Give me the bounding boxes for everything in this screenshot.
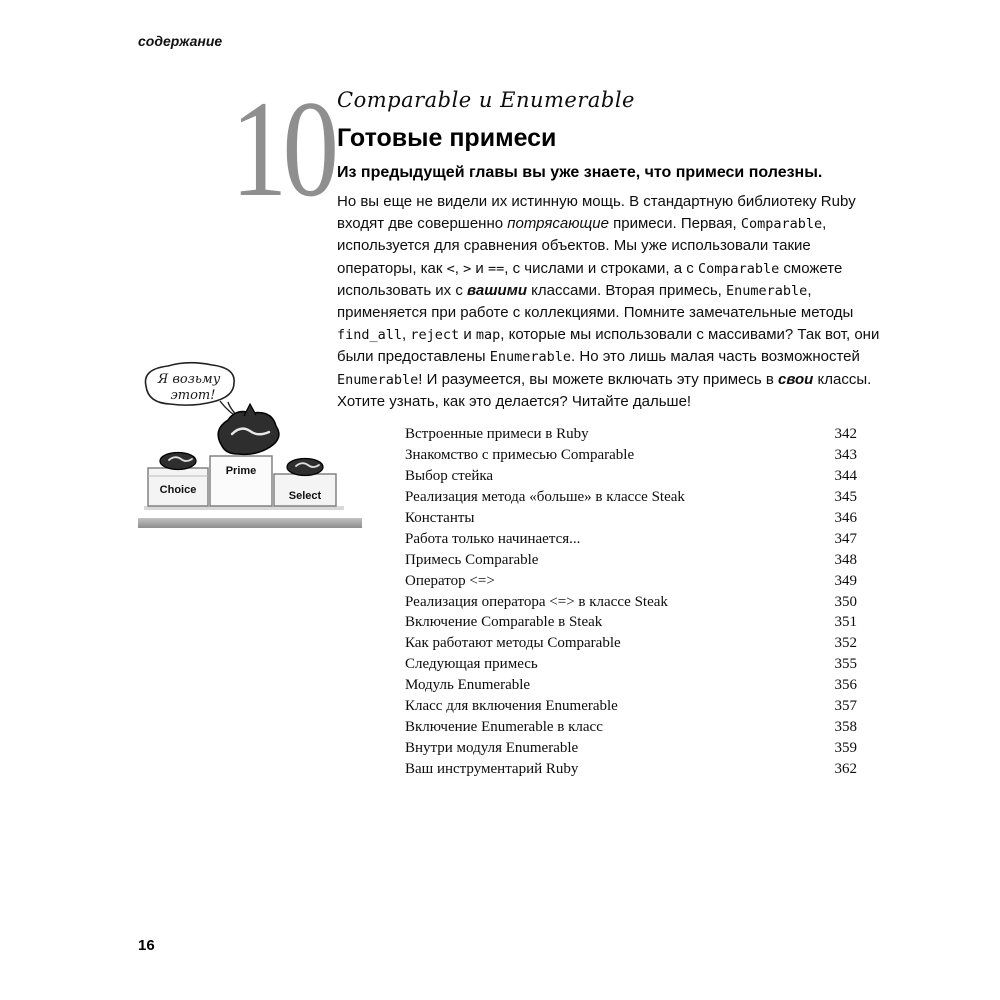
toc-entry xyxy=(405,677,857,698)
toc-entry xyxy=(405,635,857,656)
podium-label-prime: Prime xyxy=(225,465,257,477)
toc-entry-title: Внутри модуля Enumerable xyxy=(405,740,579,757)
running-header: содержание xyxy=(138,33,223,49)
podium-box-select xyxy=(274,474,336,506)
toc-entry-title: Работа только начинается... xyxy=(405,530,581,547)
toc-entry-title: Включение Enumerable в класс xyxy=(405,719,603,736)
toc-entry-title: Включение Comparable в Steak xyxy=(405,614,603,631)
toc-entry-title: Выбор стейка xyxy=(405,467,494,484)
section-divider-bar xyxy=(138,518,362,528)
toc-entry-page-number: 346 xyxy=(834,509,857,526)
podium-label-select: Select xyxy=(288,490,322,502)
chapter-lead-sentence: Из предыдущей главы вы уже знаете, что примеси полезны. xyxy=(337,164,823,181)
toc-entry-page-number: 343 xyxy=(834,446,857,463)
toc-entry xyxy=(405,594,857,615)
toc-entry-title: Знакомство с примесью Comparable xyxy=(405,446,635,463)
toc-entry-page-number: 351 xyxy=(834,614,857,631)
toc-entry-title: Примесь Comparable xyxy=(405,551,539,568)
toc-entry-page-number: 358 xyxy=(834,719,857,736)
toc-entry xyxy=(405,426,857,447)
toc-entry-page-number: 342 xyxy=(834,426,857,442)
toc-entry-title: Класс для включения Enumerable xyxy=(405,698,618,715)
podium-label-choice: Choice xyxy=(159,484,197,496)
toc-entry-page-number: 349 xyxy=(834,572,857,589)
chapter-number: 10 xyxy=(230,72,335,225)
steak-podium-illustration xyxy=(126,360,366,518)
toc-entry xyxy=(405,510,857,531)
toc-entry-title: Ваш инструментарий Ruby xyxy=(405,761,579,777)
podium-box-choice xyxy=(148,468,208,506)
prime-steak-icon xyxy=(218,404,279,454)
toc-entry-title: Реализация метода «больше» в классе Steak xyxy=(405,488,685,505)
toc-entry-page-number: 352 xyxy=(834,635,857,652)
speech-bubble xyxy=(145,363,242,420)
chapter-subtitle: Comparable и Enumerable xyxy=(337,88,635,112)
speech-bubble-line1: Я возьму xyxy=(157,372,221,387)
choice-steak-icon xyxy=(160,453,196,470)
toc-entry xyxy=(405,489,857,510)
toc-entry-title: Встроенные примеси в Ruby xyxy=(405,426,589,442)
speech-bubble-line2: этот! xyxy=(170,388,216,403)
toc-entry xyxy=(405,740,857,761)
toc-entry-page-number: 359 xyxy=(834,740,857,757)
podium-box-prime xyxy=(210,456,272,506)
toc-entry xyxy=(405,761,857,782)
toc-entry xyxy=(405,531,857,552)
page-number: 16 xyxy=(138,937,155,954)
toc-entry xyxy=(405,552,857,573)
toc-entry-title: Реализация оператора <=> в классе Steak xyxy=(405,593,668,610)
toc-entry-page-number: 350 xyxy=(834,593,857,610)
toc-entry xyxy=(405,447,857,468)
chapter-intro-paragraph: Но вы еще не видели их истинную мощь. В стандартную библиотеку Ruby входят две совершенно потрясающие примеси. Первая, Comparable, используется для сравнения объектов. Мы уже использовали такие операторы, как <, > и ==, с числами и строками, а с Comparable сможете использовать их с вашими классами. Вторая примесь, Enumerable, применяется при работе с коллекциями. Помните замечательные методы find_all, reject и map, которые мы использовали с массивами? Так вот, они были предоставлены Enumerable. Но это лишь малая часть возможностей Enumerable! И разумеется, вы можете включать эту примесь в свои классы. Хотите узнать, как это делается? Читайте дальше! xyxy=(337,193,880,410)
toc-entry xyxy=(405,698,857,719)
toc-entry-title: Модуль Enumerable xyxy=(405,677,531,694)
toc-entry xyxy=(405,719,857,740)
toc-entry-page-number: 356 xyxy=(834,677,857,694)
toc-entry-title: Константы xyxy=(405,509,475,526)
select-steak-icon xyxy=(287,459,323,476)
toc-entry xyxy=(405,468,857,489)
toc-entry-page-number: 344 xyxy=(834,467,857,484)
toc-entry-page-number: 345 xyxy=(834,488,857,505)
toc-entry-title: Оператор <=> xyxy=(405,572,495,589)
toc-entry-title: Как работают методы Comparable xyxy=(405,635,621,652)
toc-entry xyxy=(405,614,857,635)
steak-podium-svg xyxy=(126,360,366,518)
toc-entry-page-number: 355 xyxy=(834,656,857,673)
toc-entry-page-number: 347 xyxy=(834,530,857,547)
toc-entry-page-number: 348 xyxy=(834,551,857,568)
toc-entry xyxy=(405,573,857,594)
toc-entry-page-number: 357 xyxy=(834,698,857,715)
toc-entry-page-number: 362 xyxy=(834,761,857,777)
toc-entry-title: Следующая примесь xyxy=(405,656,538,673)
toc-entry xyxy=(405,656,857,677)
table-of-contents xyxy=(405,426,857,782)
chapter-title: Готовые примеси xyxy=(337,124,557,152)
